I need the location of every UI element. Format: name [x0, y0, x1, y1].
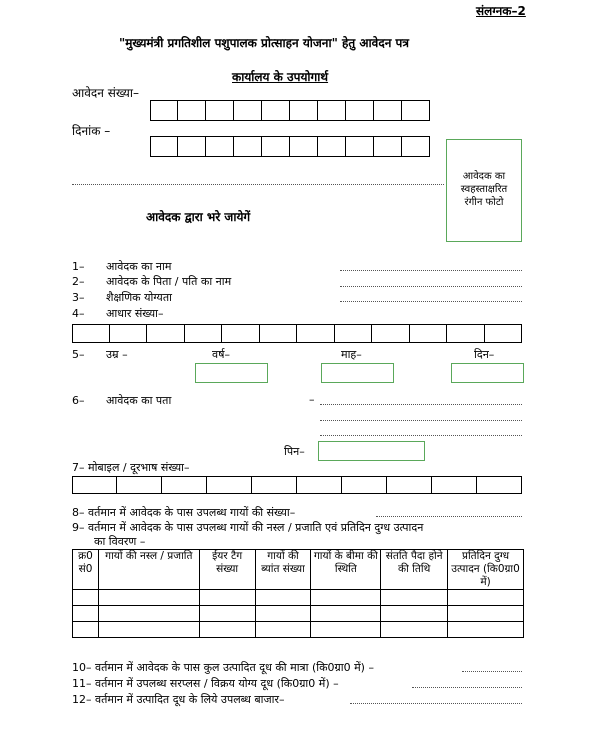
address-line-2[interactable] — [320, 420, 522, 421]
age-year-box[interactable] — [195, 363, 268, 383]
field4-label: आधार संख्या– — [106, 307, 164, 320]
table-header: क्र0 सं0 — [73, 550, 99, 590]
age-day-label: दिन– — [474, 348, 495, 361]
table-header: गायों की नस्ल / प्रजाति — [98, 550, 199, 590]
annexure-label: संलग्नक–2 — [476, 4, 526, 18]
cow-details-table — [72, 549, 524, 638]
separator-line — [72, 184, 444, 185]
table-header: प्रतिदिन दुग्ध उत्पादन (कि0ग्रा0 में) — [448, 550, 524, 590]
age-day-box[interactable] — [451, 363, 524, 383]
address-line-1[interactable] — [320, 404, 522, 405]
date-boxes[interactable] — [150, 136, 430, 157]
field2-label: आवेदक के पिता / पति का नाम — [106, 275, 232, 288]
field1-line[interactable] — [340, 270, 522, 271]
mobile-boxes[interactable] — [72, 476, 522, 494]
photo-box-line3: रंगीन फोटो — [464, 197, 504, 208]
field3-line[interactable] — [340, 301, 522, 302]
field9-label-cont: का विवरण – — [94, 535, 146, 548]
field11-label: 11– वर्तमान में उपलब्ध सरप्लस / विक्रय योग्य दूध (कि0ग्रा0 में) – — [72, 677, 339, 690]
field12-line[interactable] — [350, 703, 522, 704]
photo-box-line1: आवेदक का — [462, 171, 506, 182]
age-year-label: वर्ष– — [212, 348, 230, 361]
table-row[interactable] — [73, 622, 524, 638]
address-dash: – — [309, 393, 315, 406]
pin-box[interactable] — [318, 441, 425, 461]
address-line-3[interactable] — [320, 435, 522, 436]
table-row[interactable] — [73, 590, 524, 606]
photo-box-line2: स्वहस्ताक्षरित — [460, 184, 508, 195]
field8-label: 8– वर्तमान में आवेदक के पास उपलब्ध गायों की संख्या– — [72, 506, 296, 519]
age-month-label: माह– — [341, 348, 362, 361]
table-header: गायों के बीमा की स्थिति — [311, 550, 381, 590]
table-header-row — [73, 550, 524, 590]
age-month-box[interactable] — [321, 363, 394, 383]
field3-label: शैक्षणिक योग्यता — [106, 291, 172, 304]
field5-label: उम्र – — [106, 348, 128, 361]
field4-num: 4– — [72, 307, 85, 320]
table-header: संतति पैदा होने की तिथि — [381, 550, 448, 590]
field7-label: 7– मोबाइल / दूरभाष संख्या– — [72, 461, 190, 474]
field10-line[interactable] — [462, 671, 522, 672]
table-header: ईयर टैग संख्या — [199, 550, 255, 590]
field10-label: 10– वर्तमान में आवेदक के पास कुल उत्पादित दूध की मात्रा (कि0ग्रा0 में) – — [72, 661, 374, 674]
field6-label: आवेदक का पता — [106, 394, 172, 407]
field6-num: 6– — [72, 394, 85, 407]
field11-line[interactable] — [412, 687, 522, 688]
form-title: "मुख्यमंत्री प्रगतिशील पशुपालक प्रोत्साहन योजना" हेतु आवेदन पत्र — [119, 36, 409, 50]
field1-num: 1– — [72, 260, 85, 273]
field2-num: 2– — [72, 275, 85, 288]
field3-num: 3– — [72, 291, 85, 304]
field2-line[interactable] — [340, 286, 522, 287]
photo-box[interactable] — [446, 139, 522, 242]
aadhaar-boxes[interactable] — [72, 324, 522, 343]
field1-label: आवेदक का नाम — [106, 260, 172, 273]
applicant-heading: आवेदक द्वारा भरे जायेगें — [146, 210, 251, 224]
table-header: गायों की ब्यांत संख्या — [255, 550, 311, 590]
application-no-boxes[interactable] — [150, 100, 430, 121]
table-row[interactable] — [73, 606, 524, 622]
field9-label: 9– वर्तमान में आवेदक के पास उपलब्ध गायों की नस्ल / प्रजाति एवं प्रतिदिन दुग्ध उत्पादन — [72, 521, 424, 534]
field8-line[interactable] — [376, 516, 522, 517]
pin-label: पिन– — [284, 445, 305, 458]
application-no-label: आवेदन संख्या– — [72, 86, 139, 100]
office-use-heading: कार्यालय के उपयोगार्थ — [232, 70, 329, 84]
field12-label: 12– वर्तमान में उत्पादित दूध के लिये उपलब्ध बाजार– — [72, 693, 285, 706]
field5-num: 5– — [72, 348, 85, 361]
date-label: दिनांक – — [72, 124, 111, 138]
